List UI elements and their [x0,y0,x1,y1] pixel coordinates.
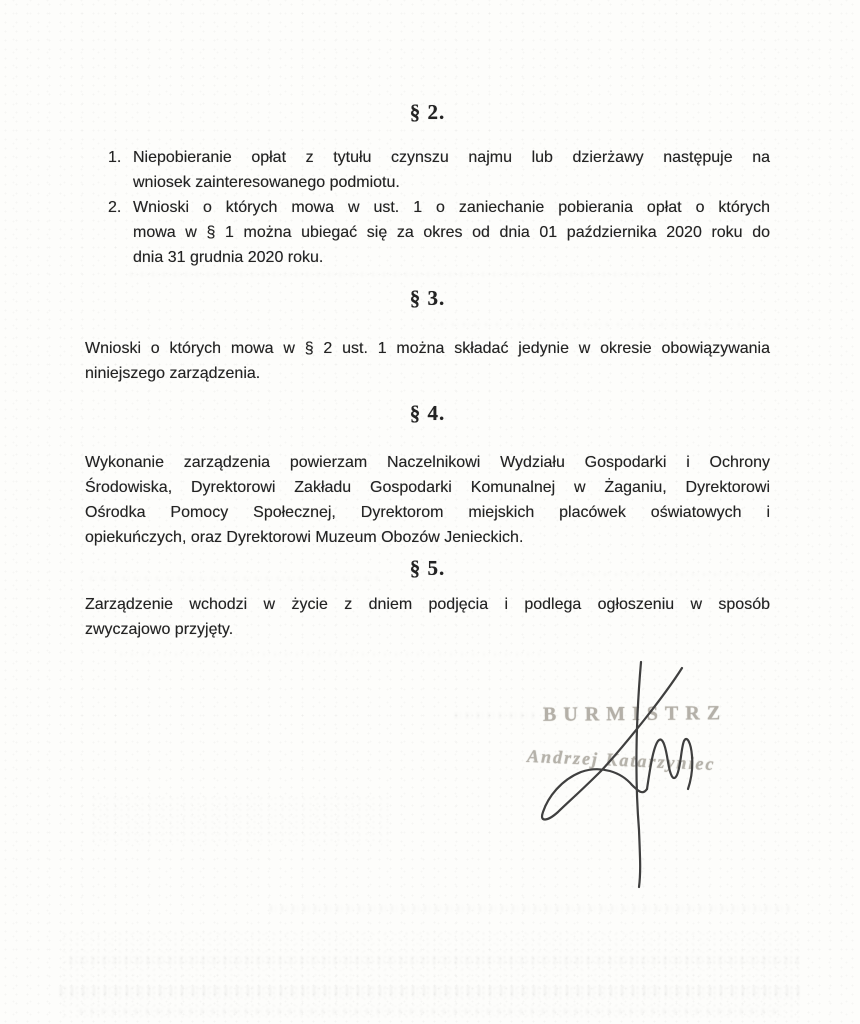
scan-noise-band [130,272,670,277]
text-line: Zarządzenie wchodzi w życie z dniem podjęcia i podlega ogłoszeniu w sposób [85,596,770,613]
text-line: niniejszego zarządzenia. [85,365,261,382]
scan-noise-band [120,652,540,657]
text-line: wniosek zainteresowanego podmiotu. [133,174,400,191]
text-line: Wnioski o których mowa w § 2 ust. 1 można składać jedynie w okresie obowiązywania [85,340,770,357]
section-3-paragraph [85,336,770,386]
signer-name-stamp: Andrzej Katarzyniec [526,745,716,775]
list-item-1-text [133,145,770,195]
signature-stroke-loop [542,668,682,820]
list-item-2-text [133,195,770,270]
section-4-paragraph [85,450,770,550]
text-line: Wnioski o których mowa w ust. 1 o zaniechanie pobierania opłat o których [133,199,770,216]
text-line: Środowiska, Dyrektorowi Zakładu Gospodarki Komunalnej w Żaganiu, Dyrektorowi [85,479,770,496]
text-line: Niepobieranie opłat z tytułu czynszu najmu lub dzierżawy następuje na [133,149,770,166]
signature-stroke-squiggle [647,739,692,789]
signature-stroke-vertical [637,662,641,887]
text-line: Ośrodka Pomocy Społecznej, Dyrektorom miejskich placówek oświatowych i [85,504,770,521]
scan-noise-band [430,322,750,327]
section-5-heading: § 5. [409,556,446,580]
list-item-1 [108,145,770,195]
section-2-list [108,145,770,270]
text-line: zwyczajowo przyjęty. [85,621,234,638]
text-line: mowa w § 1 można ubiegać się za okres od dnia 01 października 2020 roku do [133,224,770,241]
section-4-heading: § 4. [409,401,446,425]
handwritten-signature [500,630,740,910]
text-line: Wykonanie zarządzenia powierzam Naczelnikowi Wydziału Gospodarki i Ochrony [85,454,770,471]
scan-noise-patch [60,930,800,1020]
list-item-1-number: 1. [108,149,122,166]
section-3-heading: § 3. [409,286,446,310]
burmistrz-stamp-title: BURMISTRZ [542,702,728,726]
scan-noise-patch [90,795,390,845]
scan-noise-band [60,986,800,997]
section-2-heading: § 2. [409,100,446,124]
list-item-2-number: 2. [108,199,122,216]
text-line: opiekuńczych, oraz Dyrektorowi Muzeum Obozów Jenieckich. [85,529,524,546]
list-item-2 [108,195,770,270]
text-line: dnia 31 grudnia 2020 roku. [133,249,324,266]
scan-noise-band [70,956,800,965]
scan-noise-band [80,1008,780,1015]
